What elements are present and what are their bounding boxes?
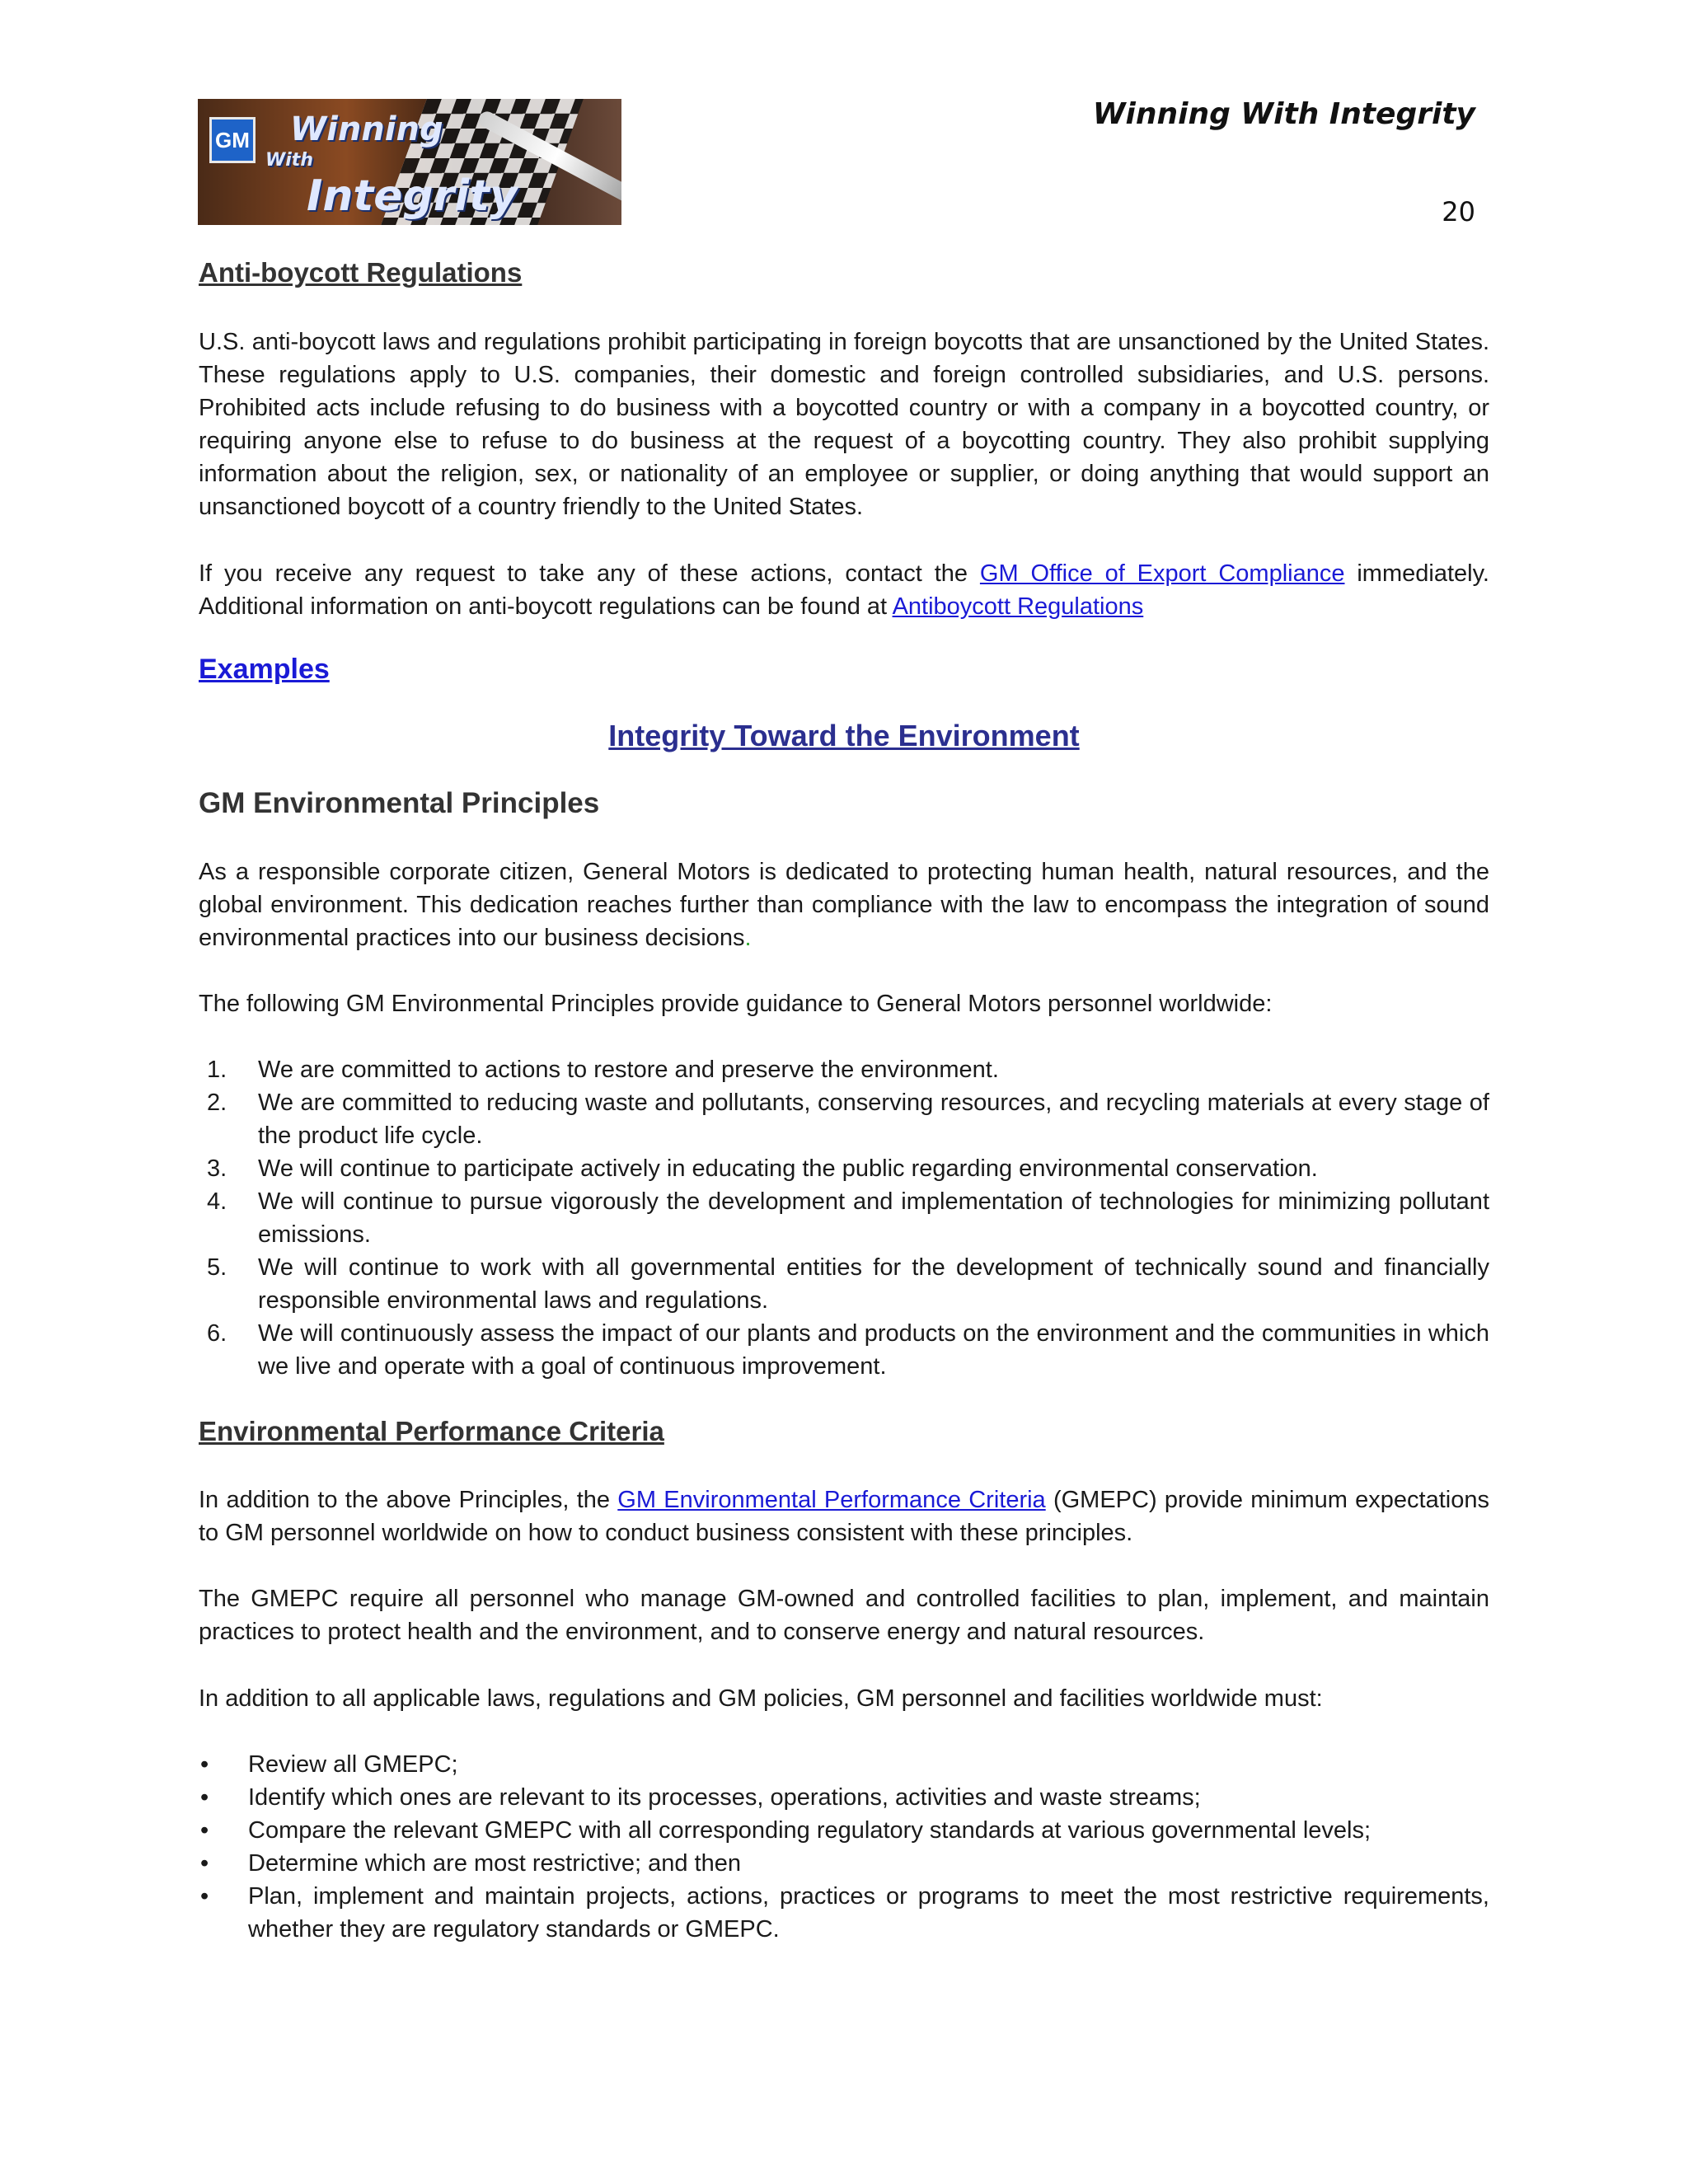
list-text: We are committed to reducing waste and pollutants, conserving resources, and recycling materials at every stage of the product life cycle. <box>258 1090 1489 1149</box>
gm-logo-badge: GM <box>209 117 256 163</box>
intro-text: As a responsible corporate citizen, General Motors is dedicated to protecting human health, natural resources, and the global environment. This dedication reaches further than compliance with the law to encompass the integration of sound environmental practices into our business decisions <box>199 859 1489 951</box>
performance-criteria-heading: Environmental Performance Criteria <box>199 1416 664 1446</box>
list-item <box>199 1748 1489 1781</box>
list-number: 5. <box>207 1254 227 1281</box>
list-item <box>199 1781 1489 1814</box>
requirements-list <box>199 1748 1489 1946</box>
list-text: Determine which are most restrictive; and then <box>248 1850 741 1877</box>
criteria-paragraph-2: The GMEPC require all personnel who manage GM-owned and controlled facilities to plan, implement, and maintain practices to protect health and the environment, and to conserve energy and natural resources. <box>199 1586 1489 1645</box>
list-number: 3. <box>207 1155 227 1182</box>
antiboycott-contact-paragraph <box>199 557 1489 623</box>
guidance-paragraph: The following GM Environmental Principles provide guidance to General Motors personnel worldwide: <box>199 991 1273 1017</box>
list-text: Plan, implement and maintain projects, actions, practices or programs to meet the most restrictive requirements, whether they are regulatory standards or GMEPC. <box>248 1883 1489 1943</box>
bullet-glyph: • <box>200 1817 209 1844</box>
antiboycott-heading: Anti-boycott Regulations <box>199 257 523 288</box>
examples-link[interactable]: Examples <box>199 654 330 685</box>
environment-intro-block <box>199 855 1489 954</box>
intro-period: . <box>744 925 752 951</box>
antiboycott-section <box>199 257 1489 288</box>
running-header-title: Winning With Integrity <box>1092 97 1475 131</box>
principles-list-block <box>199 1053 1489 1383</box>
environmental-principles-heading: GM Environmental Principles <box>199 787 600 819</box>
antiboycott-paragraph: U.S. anti-boycott laws and regulations prohibit participating in foreign boycotts that are unsanctioned by the United States. These regulations apply to U.S. companies, their domestic and foreign controlled subsidiaries, and U.S. persons. Prohibited acts include refusing to do business with a boycotted country or with a company in a boycotted country, or requiring anyone else to refuse to do business at the request of a boycotting country. They also prohibit supplying information about the religion, sex, or nationality of an employee or supplier, or doing anything that would support an unsanctioned boycott of a country friendly to the United States. <box>199 329 1489 520</box>
criteria-paragraph1-block <box>199 1483 1489 1549</box>
guidance-block <box>199 987 1489 1020</box>
requirements-list-block <box>199 1748 1489 1946</box>
list-item <box>199 1152 1489 1185</box>
list-text: Compare the relevant GMEPC with all corresponding regulatory standards at various governmental levels; <box>248 1817 1372 1844</box>
list-item <box>199 1086 1489 1152</box>
antiboycott-contact-block <box>199 557 1489 623</box>
antiboycott-regulations-link[interactable]: Antiboycott Regulations <box>892 593 1144 620</box>
list-text: We will continuously assess the impact of our plants and products on the environment and the communities in which we live and operate with a goal of continuous improvement. <box>258 1320 1489 1380</box>
list-text: Identify which ones are relevant to its processes, operations, activities and waste streams; <box>248 1784 1201 1811</box>
list-item <box>199 1053 1489 1086</box>
bullet-glyph: • <box>200 1784 209 1811</box>
list-number: 4. <box>207 1188 227 1215</box>
list-number: 1. <box>207 1057 227 1083</box>
list-text: Review all GMEPC; <box>248 1751 458 1778</box>
list-text: We will continue to work with all governmental entities for the development of technically sound and financially responsible environmental laws and regulations. <box>258 1254 1489 1314</box>
criteria-paragraph-3: In addition to all applicable laws, regulations and GM policies, GM personnel and facilities worldwide must: <box>199 1685 1323 1712</box>
bullet-glyph: • <box>200 1751 209 1778</box>
logo-text-winning: Winning <box>290 110 443 148</box>
criteria-paragraph3-block <box>199 1682 1489 1715</box>
environment-section-title: Integrity Toward the Environment <box>608 719 1080 752</box>
logo-text-with: With <box>265 150 313 171</box>
criteria-text-end: (GMEPC) provide minimum expectations to GM personnel worldwide on how to conduct business consistent with these principles. <box>199 1487 1489 1546</box>
logo-text-integrity: Integrity <box>307 171 518 221</box>
list-item <box>199 1880 1489 1946</box>
list-item <box>199 1814 1489 1847</box>
list-item <box>199 1317 1489 1383</box>
criteria-paragraph2-block <box>199 1582 1489 1648</box>
criteria-text-start: In addition to the above Principles, the <box>199 1487 618 1513</box>
list-text: We are committed to actions to restore and preserve the environment. <box>258 1057 999 1083</box>
list-number: 6. <box>207 1320 227 1347</box>
antiboycott-paragraph-block <box>199 326 1489 523</box>
list-item <box>199 1847 1489 1880</box>
criteria-paragraph-1 <box>199 1483 1489 1549</box>
gm-environmental-performance-criteria-link[interactable]: GM Environmental Performance Criteria <box>617 1487 1046 1513</box>
environment-intro-paragraph <box>199 855 1489 954</box>
export-compliance-link[interactable]: GM Office of Export Compliance <box>979 560 1345 587</box>
contact-text-middle: immediately. Additional information on anti-boycott regulations can be found at <box>199 560 1489 620</box>
list-number: 2. <box>207 1090 227 1116</box>
list-item <box>199 1251 1489 1317</box>
contact-text-start: If you receive any request to take any of these actions, contact the <box>199 560 980 587</box>
winning-with-integrity-logo <box>198 99 621 225</box>
list-text: We will continue to participate actively in educating the public regarding environmental conservation. <box>258 1155 1318 1182</box>
list-item <box>199 1185 1489 1251</box>
examples-block <box>199 654 1489 686</box>
principles-heading-block <box>199 787 1489 820</box>
bullet-glyph: • <box>200 1883 209 1910</box>
page-number: 20 <box>1442 196 1475 227</box>
environment-title-block <box>199 719 1489 753</box>
principles-list <box>199 1053 1489 1383</box>
bullet-glyph: • <box>200 1850 209 1877</box>
list-text: We will continue to pursue vigorously the development and implementation of technologies for minimizing pollutant emissions. <box>258 1188 1489 1248</box>
criteria-heading-block <box>199 1416 1489 1447</box>
